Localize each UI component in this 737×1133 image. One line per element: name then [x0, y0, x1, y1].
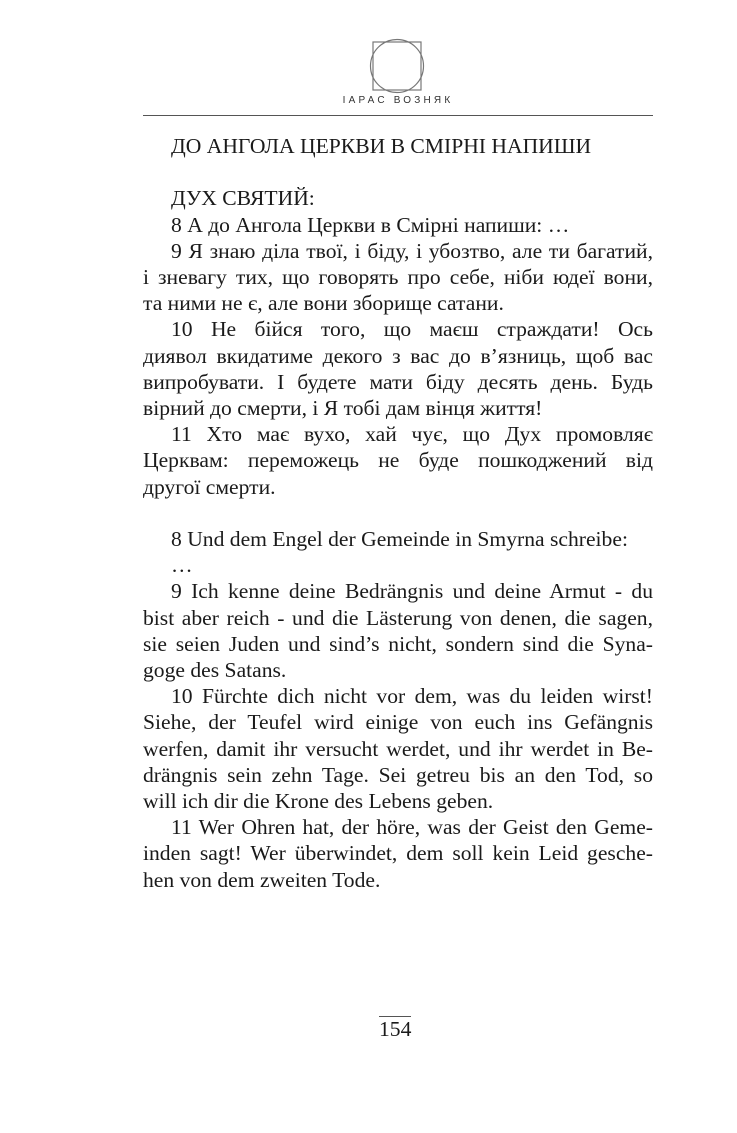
verse-line: вірний до смерти, і Я тобі дам вінця життя! [143, 396, 543, 421]
verse-line: sie seien Juden und sind’s nicht, sondern sind die Syna- [143, 631, 653, 656]
verse-line: 9 Ich kenne deine Bedrängnis und deine Armut - du [171, 579, 653, 604]
verse-line: диявол вкидатиме декого з вас до в’язниць, щоб вас [143, 343, 653, 368]
verse-line: та ними не є, але вони зборище сатани. [143, 291, 504, 316]
page-number: 154 [379, 1017, 412, 1041]
german-verse [143, 683, 653, 814]
verse-line: другої смерти. [143, 474, 276, 499]
ukrainian-verse [143, 212, 653, 238]
verse-line: 10 Не бійся того, що маєш страждати! Ось [171, 317, 653, 342]
verse-line: drängnis sein zehn Tage. Sei getreu bis an den Tod, so [143, 762, 653, 787]
verse-line: goge des Satans. [143, 658, 287, 683]
section-title: ДО АНГОЛА ЦЕРКВИ В СМІРНІ НАПИШИ [171, 134, 592, 158]
ukrainian-verse [143, 238, 653, 317]
verse-line: 9 Я знаю діла твої, і біду, і убозтво, але ти багатий, [171, 238, 653, 263]
verse-line: Siehe, der Teufel wird einige von euch ins Gefängnis [143, 710, 653, 735]
verse-line: werfen, damit ihr versucht werdet, und ihr werdet in Be- [143, 736, 653, 761]
square-circle-emblem-icon [369, 38, 425, 94]
verse-line: і зневагу тих, що говорять про себе, ніби юдеї вони, [143, 265, 653, 289]
verse-line: 11 Хто має вухо, хай чує, що Дух промовляє [171, 422, 653, 447]
verse-line: Церквам: переможець не буде пошкоджений від [143, 448, 653, 473]
page-body [143, 133, 653, 893]
ukrainian-verse [143, 316, 653, 421]
german-verse [143, 578, 653, 683]
verse-line: 10 Fürchte dich nicht vor dem, was du leiden wirst! [171, 684, 653, 709]
ukrainian-verses [143, 212, 653, 500]
german-verse [143, 526, 653, 578]
verse-line: bist aber reich - und die Lästerung von denen, die sagen, [143, 605, 653, 630]
speaker-heading: ДУХ СВЯТИЙ: [171, 186, 315, 211]
verse-line: hen von dem zweiten Tode. [143, 867, 381, 892]
verse-line: 8 А до Ангола Церкви в Смірні напиши: … [171, 212, 570, 237]
running-header-author: ІАРАС ВОЗНЯК [342, 95, 454, 106]
verse-line: inden sagt! Wer überwindet, dem soll kein Leid gesche- [143, 841, 653, 866]
ukrainian-verse [143, 421, 653, 500]
verse-line: 8 Und dem Engel der Gemeinde in Smyrna schreibe: … [171, 527, 628, 578]
verse-line: will ich dir die Krone des Lebens geben. [143, 789, 494, 814]
block-spacer [143, 500, 653, 526]
verse-line: 11 Wer Ohren hat, der höre, was der Geist den Geme- [171, 815, 653, 840]
german-verses [143, 526, 653, 893]
header-rule [143, 115, 653, 116]
verse-line: випробувати. І будете мати біду десять день. Будь [143, 369, 653, 394]
german-verse [143, 814, 653, 893]
